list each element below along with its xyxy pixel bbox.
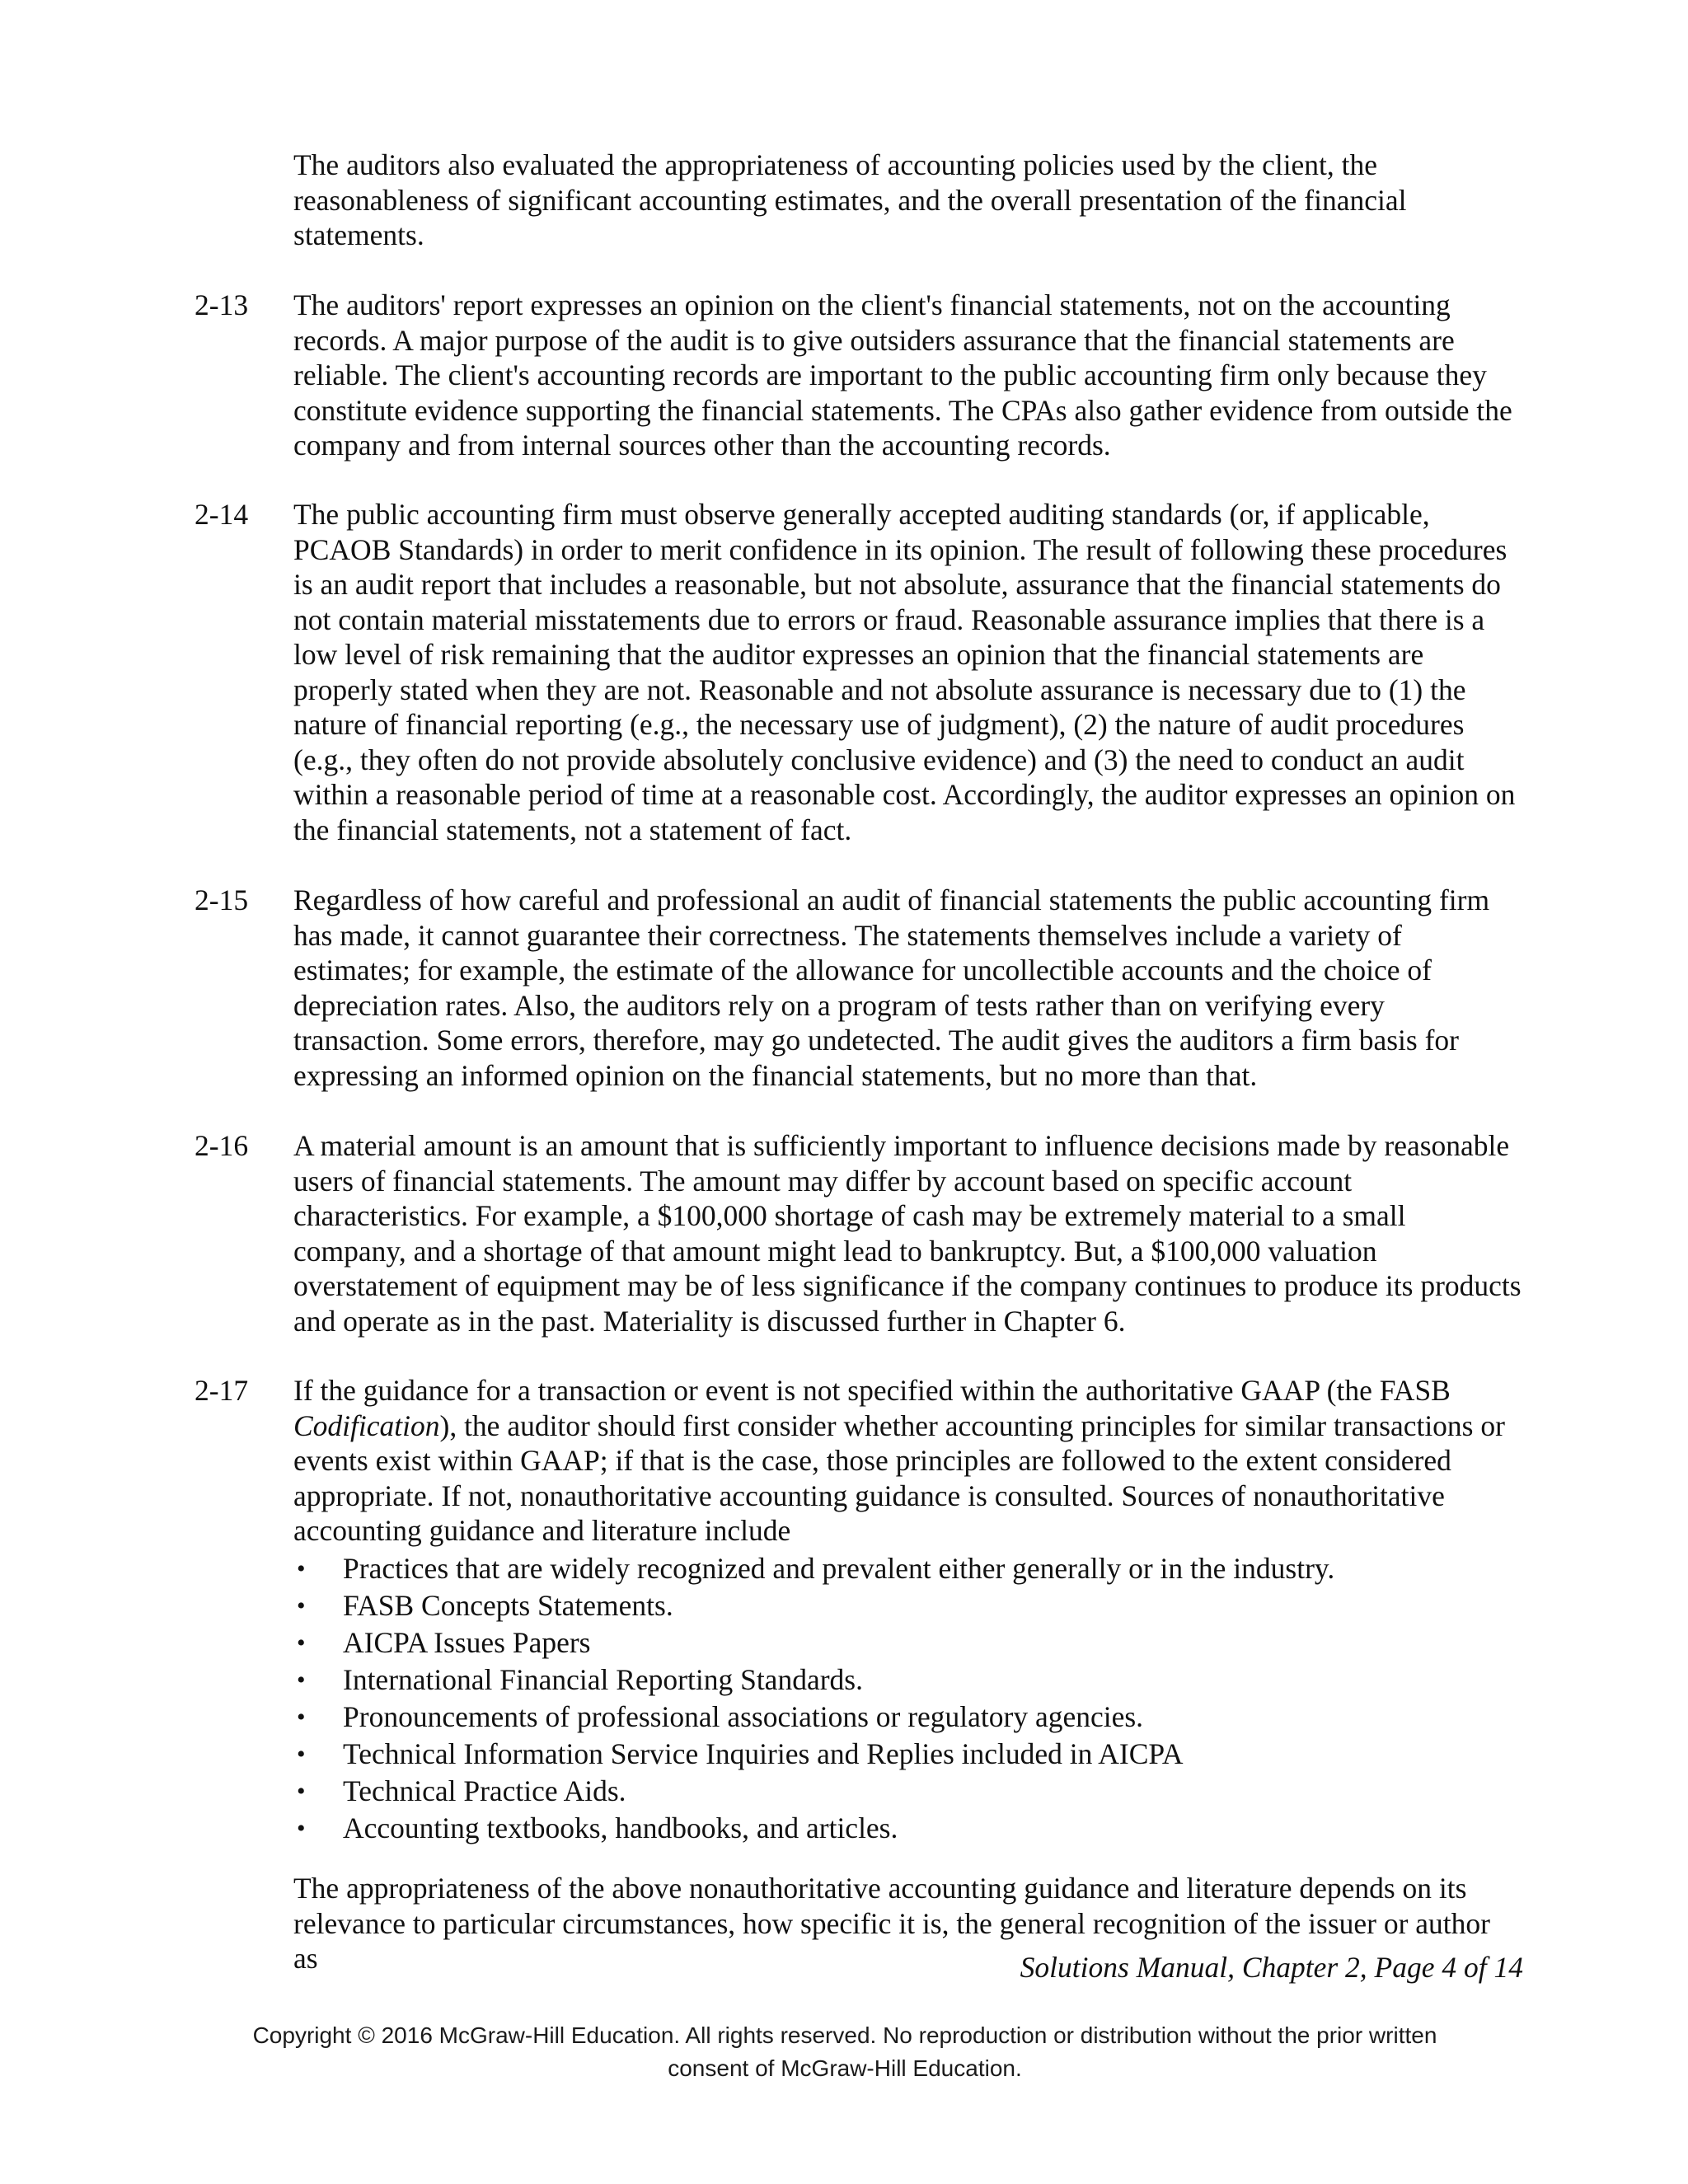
bullet-icon: • — [297, 1666, 306, 1694]
list-item — [293, 1587, 1522, 1624]
bullet-icon: • — [297, 1740, 306, 1768]
question-number: 2-13 — [195, 288, 249, 321]
question-answer — [293, 288, 1522, 463]
copyright-notice — [181, 2019, 1508, 2085]
bullet-icon: • — [297, 1554, 306, 1582]
list-item — [293, 1736, 1522, 1773]
question-answer — [293, 1128, 1522, 1338]
answer-text: The auditors' report expresses an opinion on the client's financial statements, not on the accounting records. A major purpose of the audit is to give outsiders assurance that the financial statements are reliable. The client's accounting records are important to the public accounting firm only because they constitute evidence supporting the financial statements. The CPAs also gather evidence from outside the company and from internal sources other than the accounting records. — [293, 288, 1512, 462]
intro-paragraph: The auditors also evaluated the appropriateness of accounting policies used by the client, the reasonableness of significant accounting estimates, and the overall presentation of the financial statements. — [293, 148, 1407, 251]
list-item — [293, 1624, 1522, 1661]
answer-text — [293, 1373, 1522, 1549]
bullet-icon: • — [297, 1629, 306, 1657]
page-footer-label: Solutions Manual, Chapter 2, Page 4 of 14 — [1020, 1951, 1523, 1984]
question-number: 2-17 — [195, 1374, 249, 1407]
bullet-icon: • — [297, 1591, 306, 1619]
bullet-icon: • — [297, 1814, 306, 1842]
answer-text: Regardless of how careful and professional an audit of financial statements the public accounting firm has made, it cannot guarantee their correctness. The statements themselves include a variety of estimates; for example, the estimate of the allowance for uncollectible accounts and the choice of depreciation rates. Also, the auditors rely on a program of tests rather than on verifying every transaction. Some errors, therefore, may go undetected. The audit gives the auditors a firm basis for expressing an informed opinion on the financial statements, but no more than that. — [293, 883, 1490, 1092]
list-item-text: FASB Concepts Statements. — [343, 1588, 673, 1622]
list-item — [293, 1773, 1522, 1810]
bullet-icon: • — [297, 1703, 306, 1731]
list-item — [293, 1810, 1522, 1847]
list-item-text: Accounting textbooks, handbooks, and articles. — [343, 1811, 898, 1844]
answer-text-part: ), the auditor should first consider whether accounting principles for similar transactions or events exist within GAAP; if that is the case, those principles are followed to the extent considered appropriate. If not, nonauthoritative accounting guidance is consulted. Sources of nonauthoritative accounting guidance and literature include — [293, 1408, 1505, 1547]
list-item-text: International Financial Reporting Standards. — [343, 1662, 863, 1696]
list-item-text: Pronouncements of professional associations or regulatory agencies. — [343, 1699, 1144, 1733]
list-item — [293, 1550, 1522, 1587]
bullet-icon: • — [297, 1777, 306, 1805]
question-answer — [293, 497, 1522, 847]
closing-paragraph: The appropriateness of the above nonauthoritative accounting guidance and literature depends on its relevance to particular circumstances, how specific it is, the general recognition of the issuer or author as — [293, 1872, 1490, 1975]
copyright-line: Copyright © 2016 McGraw-Hill Education. All rights reserved. No reproduction or distribution without the prior written — [252, 2022, 1437, 2048]
list-item-text: Practices that are widely recognized and prevalent either generally or in the industry. — [343, 1551, 1335, 1585]
list-item — [293, 1699, 1522, 1736]
question-answer — [293, 883, 1522, 1093]
answer-text-part: If the guidance for a transaction or event is not specified within the authoritative GAAP (the FASB — [293, 1374, 1451, 1407]
answer-text: The public accounting firm must observe generally accepted auditing standards (or, if applicable, PCAOB Standards) in order to merit confidence in its opinion. The result of following these procedures is an audit report that includes a reasonable, but not absolute, assurance that the financial statements do not contain material misstatements due to errors or fraud. Reasonable assurance implies that there is a low level of risk remaining that the auditor expresses an opinion that the financial statements are properly stated when they are not. Reasonable and not absolute assurance is necessary due to (1) the nature of financial reporting (e.g., the necessary use of judgment), (2) the nature of audit procedures (e.g., they often do not provide absolutely conclusive evidence) and (3) the need to conduct an audit within a reasonable period of time at a reasonable cost. Accordingly, the auditor expresses an opinion on the financial statements, not a statement of fact. — [293, 498, 1516, 846]
question-number: 2-15 — [195, 883, 249, 916]
answer-text: A material amount is an amount that is sufficiently important to influence decisions made by reasonable users of financial statements. The amount may differ by account based on specific account characteristics. For example, a $100,000 shortage of cash may be extremely material to a small company, and a shortage of that amount might lead to bankruptcy. But, a $100,000 valuation overstatement of equipment may be of less significance if the company continues to produce its products and operate as in the past. Materiality is discussed further in Chapter 6. — [293, 1129, 1522, 1338]
question-answer — [293, 1373, 1522, 1847]
list-item-text: AICPA Issues Papers — [343, 1625, 591, 1659]
bullet-list — [293, 1550, 1522, 1847]
list-item-text: Technical Information Service Inquiries and Replies included in AICPA — [343, 1736, 1184, 1770]
list-item-text: Technical Practice Aids. — [343, 1774, 626, 1807]
codification-italic: Codification — [293, 1408, 440, 1442]
question-number: 2-16 — [195, 1129, 249, 1162]
question-number: 2-14 — [195, 498, 249, 531]
list-item — [293, 1661, 1522, 1699]
copyright-line: consent of McGraw-Hill Education. — [668, 2055, 1022, 2081]
